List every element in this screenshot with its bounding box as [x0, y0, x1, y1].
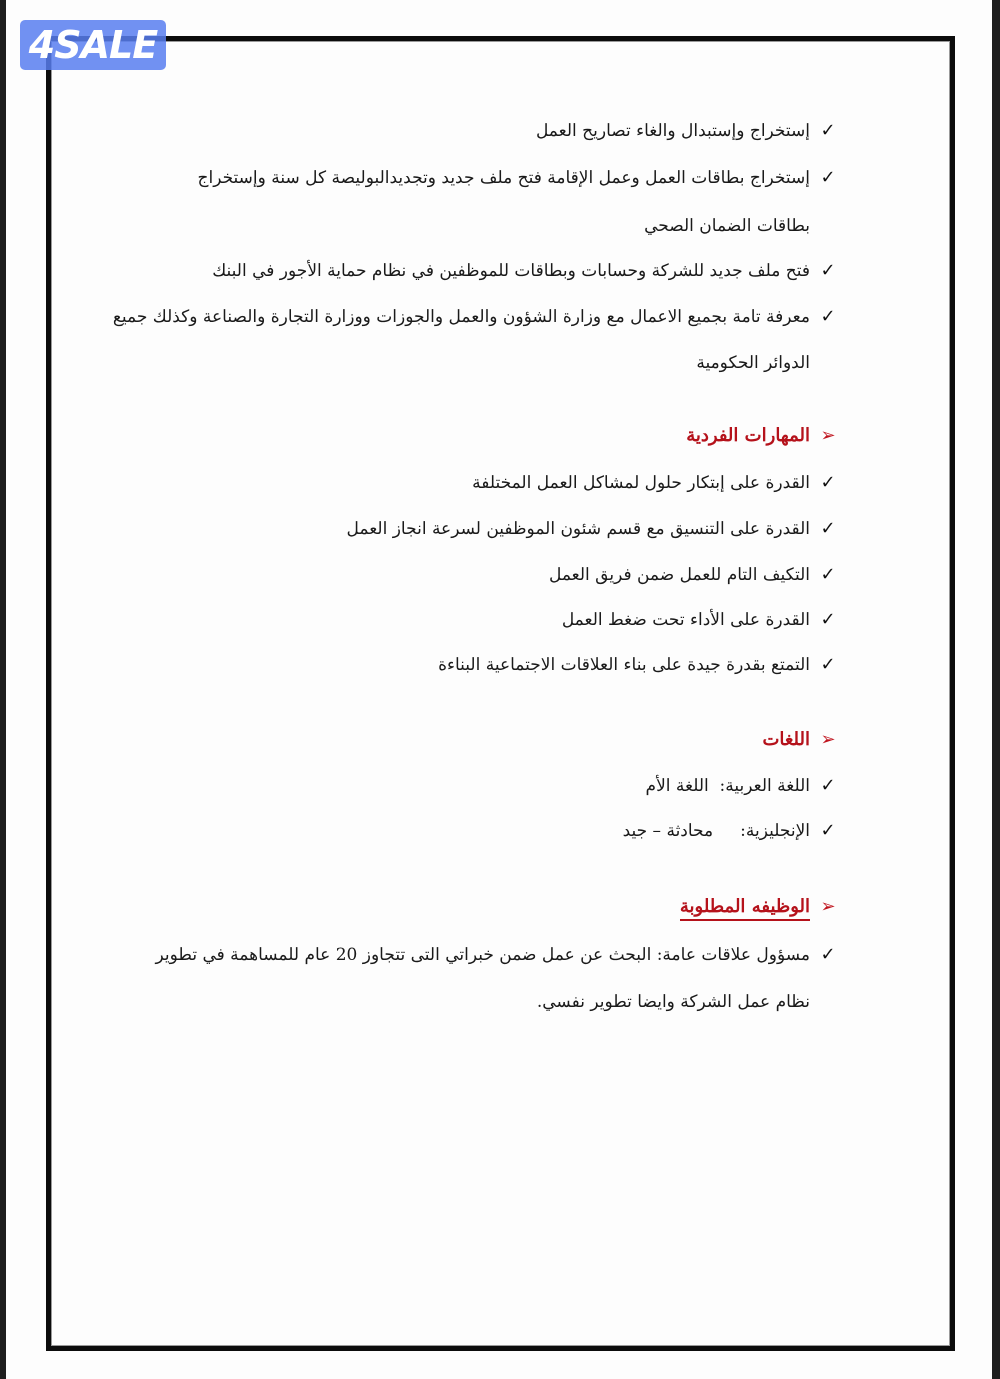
experience-item — [536, 108, 840, 154]
experience-item-continuation — [696, 340, 810, 386]
check-icon: ✓ — [820, 820, 836, 841]
section-heading-personal-skills — [686, 416, 840, 456]
page-border-frame — [46, 36, 955, 1351]
language-item — [623, 808, 840, 854]
section-heading-languages — [762, 720, 840, 760]
item-text: الإنجليزية: محادثة – جيد — [622, 821, 810, 841]
check-icon: ✓ — [820, 260, 836, 281]
experience-item — [212, 248, 840, 294]
item-text-continuation: بطاقات الضمان الصحي — [644, 216, 810, 236]
experience-item-continuation — [644, 203, 810, 249]
section-title: المهارات الفردية — [686, 425, 810, 446]
item-text: فتح ملف جديد للشركة وحسابات وبطاقات للموظفين في نظام حماية الأجور في البنك — [212, 261, 810, 281]
section-title: الوظيفه المطلوبة — [680, 896, 810, 921]
item-text: معرفة تامة بجميع الاعمال مع وزارة الشؤون والعمل والجوزات ووزارة التجارة والصناعة وكذلك جميع — [112, 307, 810, 327]
experience-item — [113, 294, 840, 340]
desired-job-item — [156, 932, 841, 978]
item-text: مسؤول علاقات عامة: البحث عن عمل ضمن خبراتي التى تتجاوز 20 عام للمساهمة في تطوير — [155, 945, 810, 965]
section-heading-desired-job — [680, 887, 840, 927]
item-text: اللغة العربية: اللغة الأم — [645, 776, 810, 796]
skill-item — [347, 506, 840, 552]
item-text: القدرة على إبتكار حلول لمشاكل العمل المختلفة — [472, 473, 810, 493]
item-text: التمتع بقدرة جيدة على بناء العلاقات الاجتماعية البناءة — [438, 655, 810, 675]
language-item — [646, 763, 840, 809]
skill-item — [472, 460, 840, 506]
check-icon: ✓ — [820, 564, 836, 585]
check-icon: ✓ — [820, 654, 836, 675]
check-icon: ✓ — [820, 518, 836, 539]
skill-item — [549, 552, 840, 598]
check-icon: ✓ — [820, 472, 836, 493]
check-icon: ✓ — [820, 775, 836, 796]
item-text: إستخراج وإستبدال والغاء تصاريح العمل — [535, 121, 810, 141]
item-text: إستخراج بطاقات العمل وعمل الإقامة فتح ملف جديد وتجديدالبوليصة كل سنة وإستخراج — [197, 168, 810, 188]
desired-job-item-continuation — [537, 979, 810, 1025]
skill-item — [562, 597, 840, 643]
arrow-bullet-icon: ➢ — [820, 425, 836, 446]
item-text: التكيف التام للعمل ضمن فريق العمل — [548, 565, 810, 585]
check-icon: ✓ — [820, 120, 836, 141]
check-icon: ✓ — [820, 306, 836, 327]
item-text: القدرة على التنسيق مع قسم شئون الموظفين لسرعة انجاز العمل — [346, 519, 810, 539]
4sale-watermark-logo: 4SALE — [20, 20, 166, 70]
scan-edge-right — [992, 0, 1000, 1379]
check-icon: ✓ — [820, 944, 836, 965]
item-text-continuation: الدوائر الحكومية — [696, 353, 810, 373]
scan-edge-left — [0, 0, 6, 1379]
check-icon: ✓ — [820, 167, 836, 188]
arrow-bullet-icon: ➢ — [820, 729, 836, 750]
arrow-bullet-icon: ➢ — [820, 896, 836, 917]
item-text: القدرة على الأداء تحت ضغط العمل — [561, 610, 810, 630]
check-icon: ✓ — [820, 609, 836, 630]
skill-item — [438, 642, 840, 688]
section-title: اللغات — [762, 729, 810, 750]
experience-item — [198, 155, 841, 201]
item-text-continuation: نظام عمل الشركة وايضا تطوير نفسي. — [536, 992, 810, 1012]
